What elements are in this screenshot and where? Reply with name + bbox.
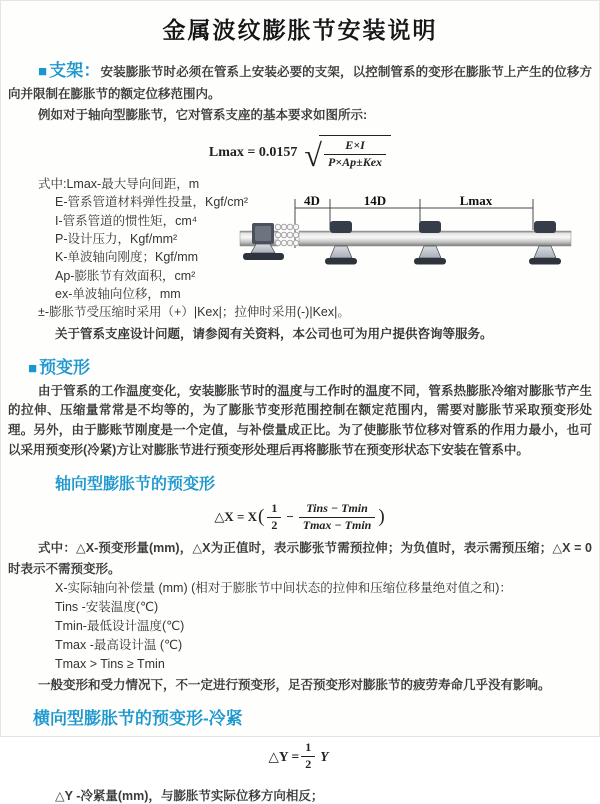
definition-line: ±-膨胀节受压缩时采用（+）|Kex|；拉伸时采用(-)|Kex|。 xyxy=(38,305,350,320)
temp-inequality-line: Tmax > Tins ≥ Tmin xyxy=(55,656,165,671)
dim-label-14d: 14D xyxy=(363,193,387,208)
support-spacing-diagram xyxy=(238,190,600,282)
page-title: 金属波纹膨胀节安装说明 xyxy=(162,17,438,43)
example-line: 例如对于轴向型膨胀节，它对管系支座的基本要求如图所示: xyxy=(38,108,368,122)
support-section-heading xyxy=(38,61,101,80)
definition-line: 式中:Lmax-最大导向间距，m xyxy=(38,177,200,192)
pipe xyxy=(299,231,571,246)
lateral-preform-formula xyxy=(0,740,600,772)
definition-line: Ap-膨胀节有效面积，cm² xyxy=(55,268,196,283)
square-bullet-icon: ■ xyxy=(28,359,40,377)
minus-sign: − xyxy=(286,509,294,525)
temp-line: Tins -安装温度(℃) xyxy=(55,600,159,615)
open-paren: ( xyxy=(258,506,265,528)
fraction-denominator: Tmax − Tmin xyxy=(299,517,376,534)
definition-line: I-管系管道的惯性矩，cm⁴ xyxy=(55,213,198,228)
preform-body-paragraph: 由于管系的工作温度变化，安装膨胀节时的温度与工作时的温度不同，管系热膨胀冷缩对膨胀节产生的拉伸、压缩量常常是不均等的，为了膨胀节变形范围控制在额定范围内，需要对膨胀节采取预变形处理。另外，由于膨账节刚度是一个定值，与补偿量成正比。为了使膨胀节位移对管系的作用力最小，也可以采用预变形(冷紧)方让对膨胀节进行预变形处理后再将膨胀节在预变形状态下安装在管系中。 xyxy=(8,383,592,457)
definition-line: E-管系管道材料弹性投量，Kgf/cm² xyxy=(55,195,249,210)
temperature-fraction xyxy=(299,501,376,533)
dy-formula-rhs: Y xyxy=(320,748,329,764)
lmax-formula xyxy=(0,135,600,173)
dx-explain-paragraph: 式中：△X-预变形量(mm)，△X为正值时，表示膨张节需预拉伸；为负值时，表示需预压缩；△X = 0时表示不需预变形。 xyxy=(8,541,592,576)
preform-heading-label: 预变形 xyxy=(39,357,91,377)
definition-line: K-单波轴向刚度；Kgf/mm xyxy=(55,250,199,265)
dim-label-lmax: Lmax xyxy=(459,193,493,208)
lmax-formula-lhs: Lmax = 0.0157 xyxy=(208,144,298,160)
fraction-numerator: 1 xyxy=(305,740,312,755)
x-definition-line: X-实际轴向补偿量 (mm) (相对于膨胀节中间状态的拉伸和压缩位移量绝对值之和)： xyxy=(55,581,512,596)
bellows-icon xyxy=(275,224,299,246)
fraction-denominator: 2 xyxy=(301,756,315,773)
pipe-support-drawing xyxy=(238,190,600,282)
lmax-fraction-denominator: P×Ap±Kex xyxy=(324,154,386,171)
axial-parameter-lines xyxy=(55,579,600,673)
support-section-label: 支架： xyxy=(49,61,101,80)
fraction-numerator: Tins − Tmin xyxy=(306,501,368,516)
lmax-fraction-numerator: E×I xyxy=(345,138,365,152)
square-bullet-icon: ■ xyxy=(38,63,50,80)
definition-line: P-设计压力，Kgf/mm² xyxy=(55,232,178,247)
preform-section-heading xyxy=(28,353,600,378)
support-intro-paragraph xyxy=(8,60,592,105)
lateral-preform-heading: 横向型膨胀节的预变形-冷紧 xyxy=(33,709,243,729)
radical-sign: √ xyxy=(304,136,322,173)
one-half-fraction xyxy=(301,740,315,772)
close-paren: ) xyxy=(378,506,385,528)
axial-note-line: 一般变形和受力情况下，不一定进行预变形，足否预变形对膨胀节的疲劳寿命几乎没有影响。 xyxy=(38,678,551,693)
dy-formula-lhs: △Y = xyxy=(268,748,300,764)
axial-preform-heading: 轴向型膨胀节的预变形 xyxy=(55,476,216,494)
dy-note-line: △Y -冷紧量(mm)，与膨胀节实际位移方向相反； xyxy=(55,788,324,803)
axial-preform-formula xyxy=(0,501,600,533)
temp-line: Tmax -最高设计温 (℃) xyxy=(55,637,183,652)
dx-formula-lhs: △X = X xyxy=(214,509,257,525)
temp-line: Tmin-最低设计温度(℃) xyxy=(55,619,185,634)
definition-line: ex-单波轴向位移，mm xyxy=(55,286,181,301)
support-intro-text: 安装膨胀节时必须在管系上安装必要的支架，以控制管系的变形在膨胀节上产生的位移方向并限制在膨胀节的额定位移范围内。 xyxy=(8,65,593,101)
fraction-denominator: 2 xyxy=(267,517,281,534)
dim-label-4d: 4D xyxy=(304,193,320,208)
fraction-numerator: 1 xyxy=(271,501,278,516)
one-half-fraction xyxy=(267,501,281,533)
radical-expression xyxy=(304,135,391,173)
consulting-note-line: 关于管系支座设计问题，请参阅有关资料，本公司也可为用户提供咨询等服务。 xyxy=(55,326,493,341)
lmax-fraction xyxy=(324,138,386,170)
